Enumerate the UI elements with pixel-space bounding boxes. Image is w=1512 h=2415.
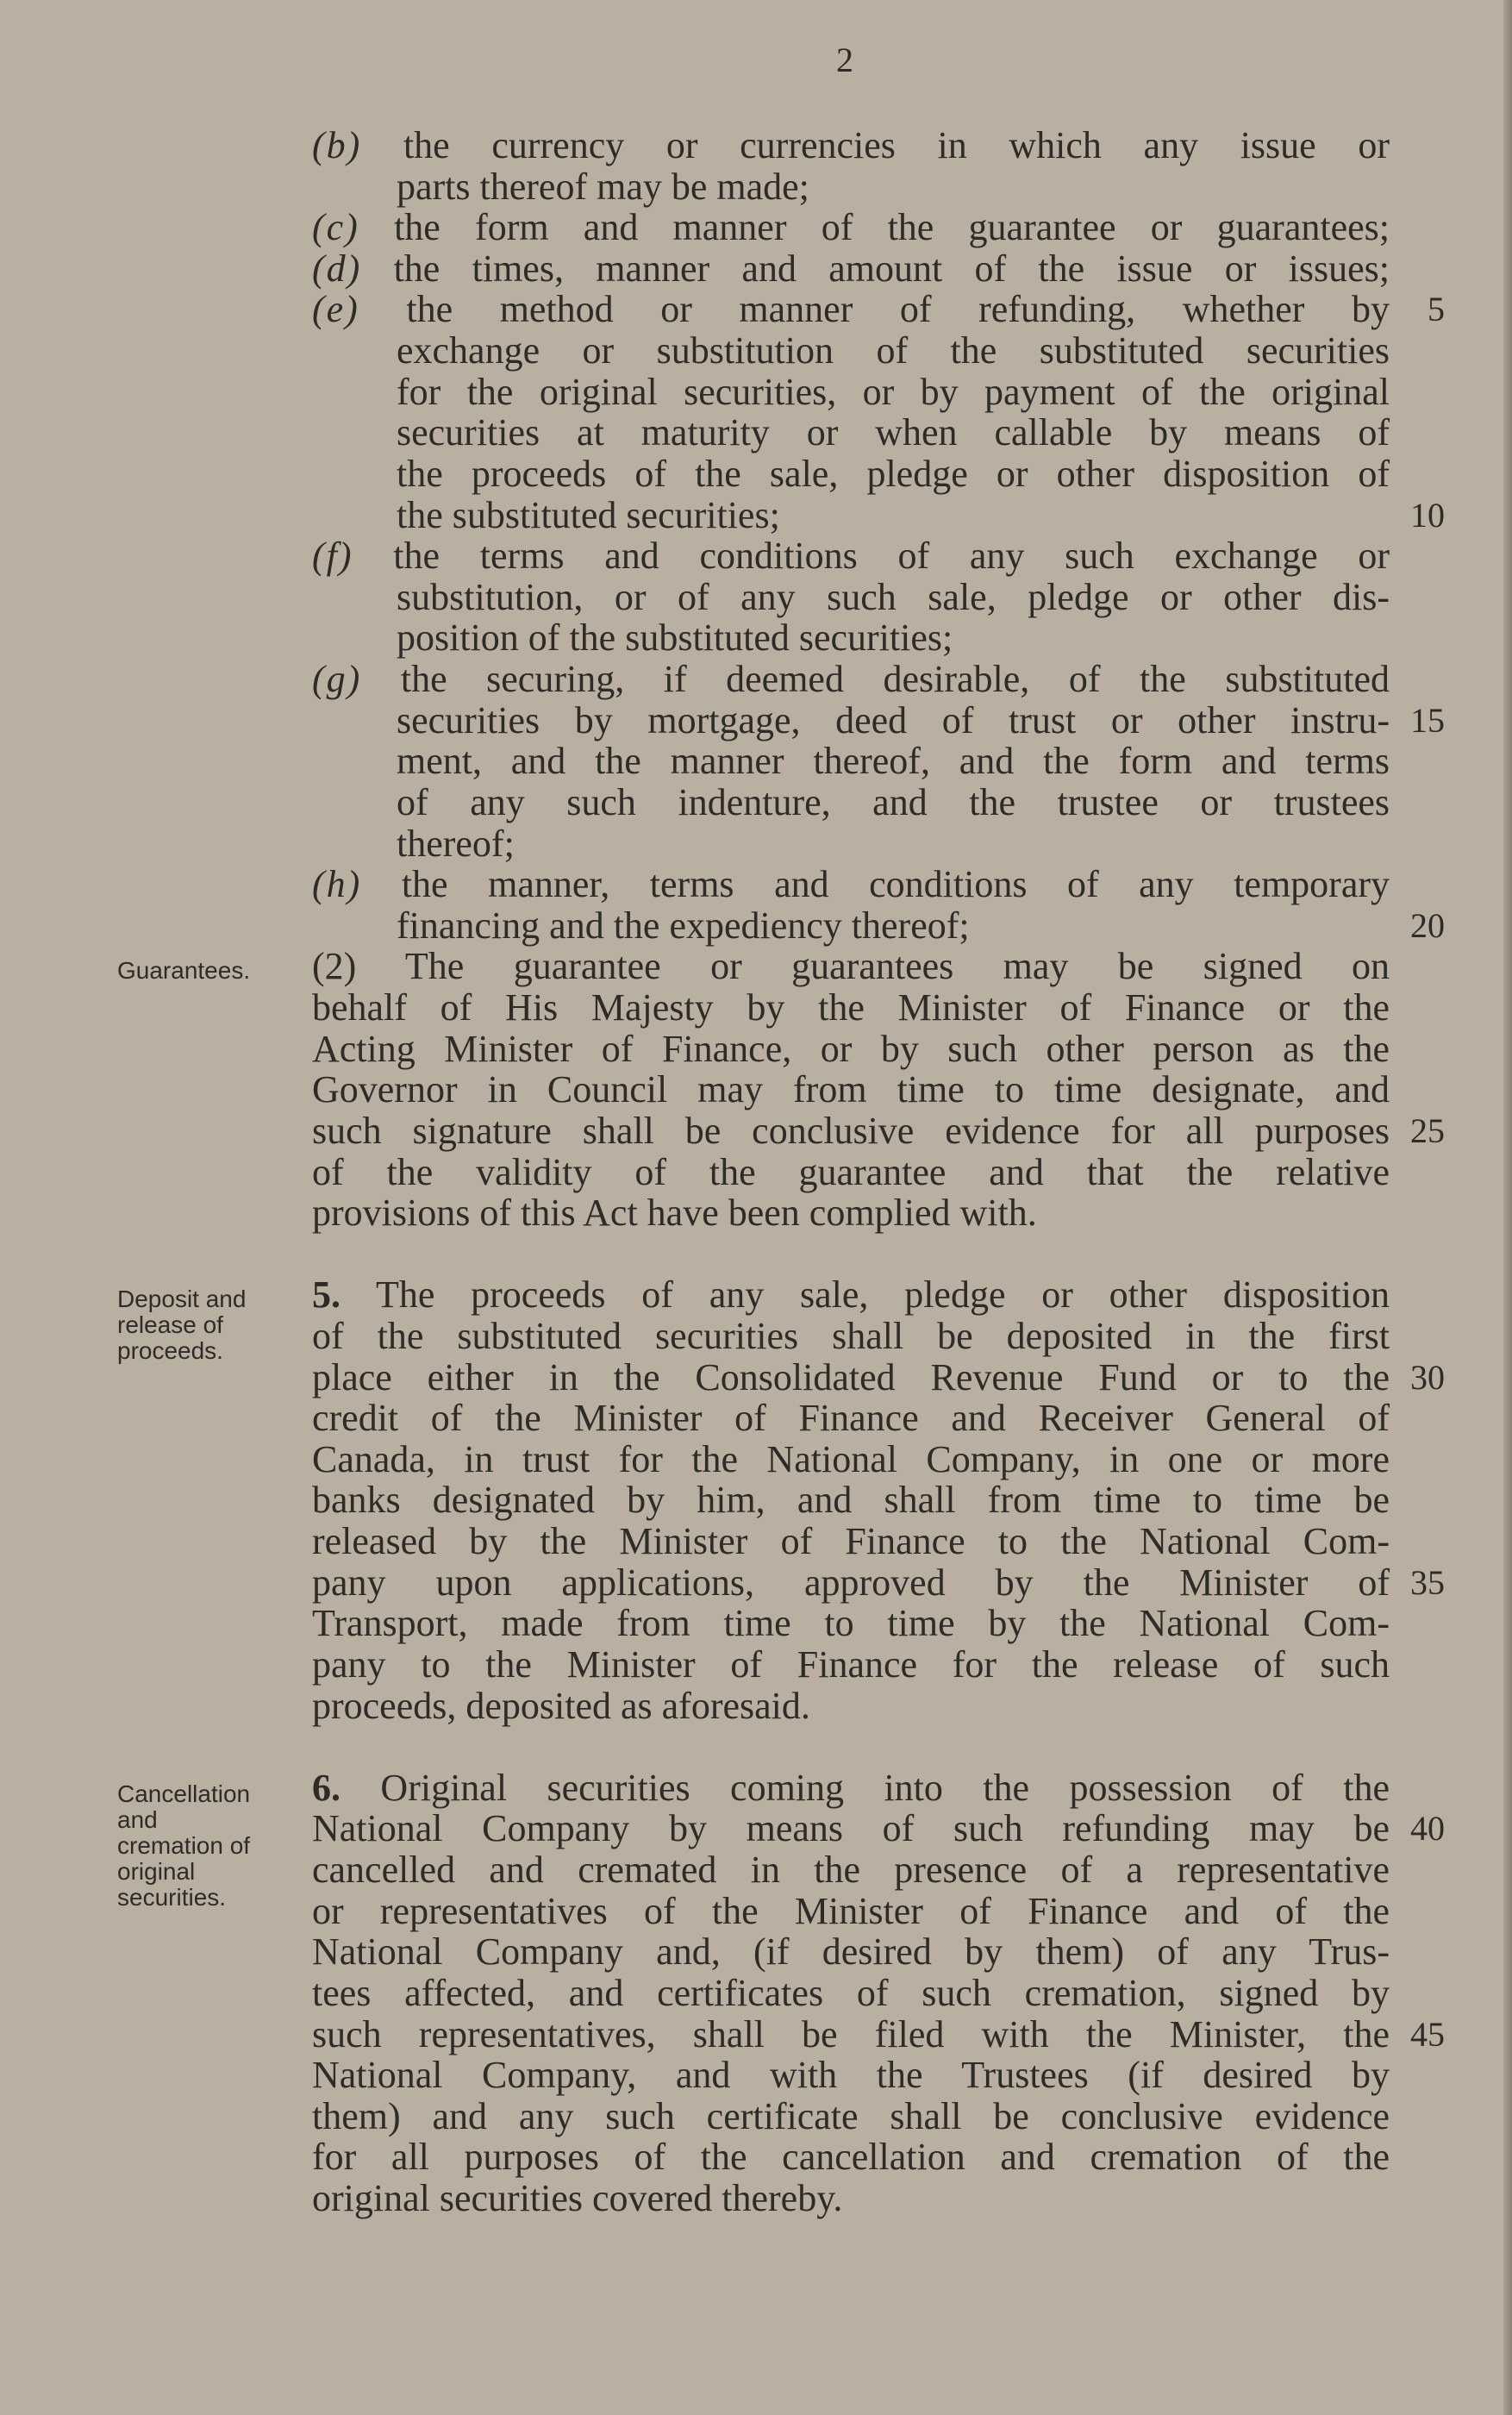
text-line: 5. The proceeds of any sale, pledge or other disposition: [312, 1273, 1390, 1316]
text-line: exchange or substitution of the substituted securities: [397, 329, 1390, 372]
text-line: for all purposes of the cancellation and cremation of the: [312, 2136, 1390, 2178]
text-line: such signature shall be conclusive evidence for all purposes: [312, 1110, 1390, 1152]
text-line: (e) the method or manner of refunding, whether by: [312, 288, 1390, 330]
text-line: position of the substituted securities;: [397, 616, 953, 659]
text-line: ment, and the manner thereof, and the form and terms: [397, 740, 1390, 782]
text-line: original securities covered thereby.: [312, 2177, 843, 2219]
text-line: for the original securities, or by payment of the original: [397, 371, 1390, 413]
line-number: 40: [1410, 1809, 1445, 1848]
text-line: (c) the form and manner of the guarantee or guarantees;: [312, 206, 1390, 248]
page-number: 2: [836, 41, 853, 79]
text-line: securities by mortgage, deed of trust or other instru-: [397, 699, 1390, 741]
text-line: thereof;: [397, 823, 515, 865]
text-line: credit of the Minister of Finance and Receiver General of: [312, 1397, 1390, 1439]
line-number: 10: [1410, 496, 1445, 535]
text-line: such representatives, shall be filed with the Minister, the: [312, 2013, 1390, 2055]
text-line: the proceeds of the sale, pledge or other disposition of: [397, 453, 1390, 495]
text-line: Acting Minister of Finance, or by such other person as the: [312, 1028, 1390, 1070]
text-line: or representatives of the Minister of Finance and of the: [312, 1890, 1390, 1932]
text-line: National Company and, (if desired by them) of any Trus-: [312, 1930, 1390, 1973]
line-number: 15: [1410, 701, 1445, 740]
text-line: (f) the terms and conditions of any such exchange or: [312, 535, 1390, 577]
text-line: substitution, or of any such sale, pledge or other dis-: [397, 576, 1390, 618]
text-line: National Company, and with the Trustees (if desired by: [312, 2054, 1390, 2096]
text-line: (d) the times, manner and amount of the issue or issues;: [312, 247, 1390, 290]
margin-note-guarantees: Guarantees.: [117, 957, 251, 984]
page-edge: [1503, 0, 1512, 2415]
text-line: of the substituted securities shall be deposited in the first: [312, 1315, 1390, 1357]
text-line: financing and the expediency thereof;: [397, 904, 970, 947]
text-line: parts thereof may be made;: [397, 166, 809, 208]
text-line: Canada, in trust for the National Company, in one or more: [312, 1438, 1390, 1480]
text-line: pany upon applications, approved by the Minister of: [312, 1561, 1390, 1604]
text-line: tees affected, and certificates of such cremation, signed by: [312, 1972, 1390, 2014]
text-line: (g) the securing, if deemed desirable, of the substituted: [312, 658, 1390, 700]
line-number: 45: [1410, 2015, 1445, 2054]
text-line: provisions of this Act have been complied with.: [312, 1192, 1037, 1234]
text-line: cancelled and cremated in the presence of a representative: [312, 1849, 1390, 1891]
text-line: (h) the manner, terms and conditions of any temporary: [312, 863, 1390, 905]
text-line: released by the Minister of Finance to the National Com-: [312, 1520, 1390, 1562]
margin-note-deposit: Deposit and release of proceeds.: [117, 1286, 247, 1364]
text-line: (2) The guarantee or guarantees may be signed on: [312, 945, 1390, 987]
text-line: banks designated by him, and shall from time to time be: [312, 1479, 1390, 1521]
text-line: them) and any such certificate shall be conclusive evidence: [312, 2095, 1390, 2137]
line-number: 25: [1410, 1111, 1445, 1150]
text-line: of the validity of the guarantee and that the relative: [312, 1151, 1390, 1193]
line-number: 20: [1410, 906, 1445, 945]
text-line: proceeds, deposited as aforesaid.: [312, 1685, 810, 1727]
text-line: behalf of His Majesty by the Minister of Finance or the: [312, 986, 1390, 1029]
line-number: 30: [1410, 1358, 1445, 1397]
text-line: of any such indenture, and the trustee or trustees: [397, 781, 1390, 823]
line-number: 5: [1428, 290, 1445, 328]
text-line: Transport, made from time to time by the National Com-: [312, 1602, 1390, 1644]
text-line: securities at maturity or when callable by means of: [397, 411, 1390, 454]
text-line: (b) the currency or currencies in which any issue or: [312, 124, 1390, 166]
text-line: National Company by means of such refunding may be: [312, 1807, 1390, 1849]
text-line: 6. Original securities coming into the possession of the: [312, 1767, 1390, 1809]
line-number: 35: [1410, 1563, 1445, 1602]
text-line: place either in the Consolidated Revenue Fund or to the: [312, 1356, 1390, 1398]
margin-note-cancellation: Cancellation and cremation of original securities.: [117, 1780, 251, 1911]
text-line: Governor in Council may from time to time designate, and: [312, 1068, 1390, 1111]
text-line: the substituted securities;: [397, 494, 780, 536]
text-line: pany to the Minister of Finance for the release of such: [312, 1643, 1390, 1686]
